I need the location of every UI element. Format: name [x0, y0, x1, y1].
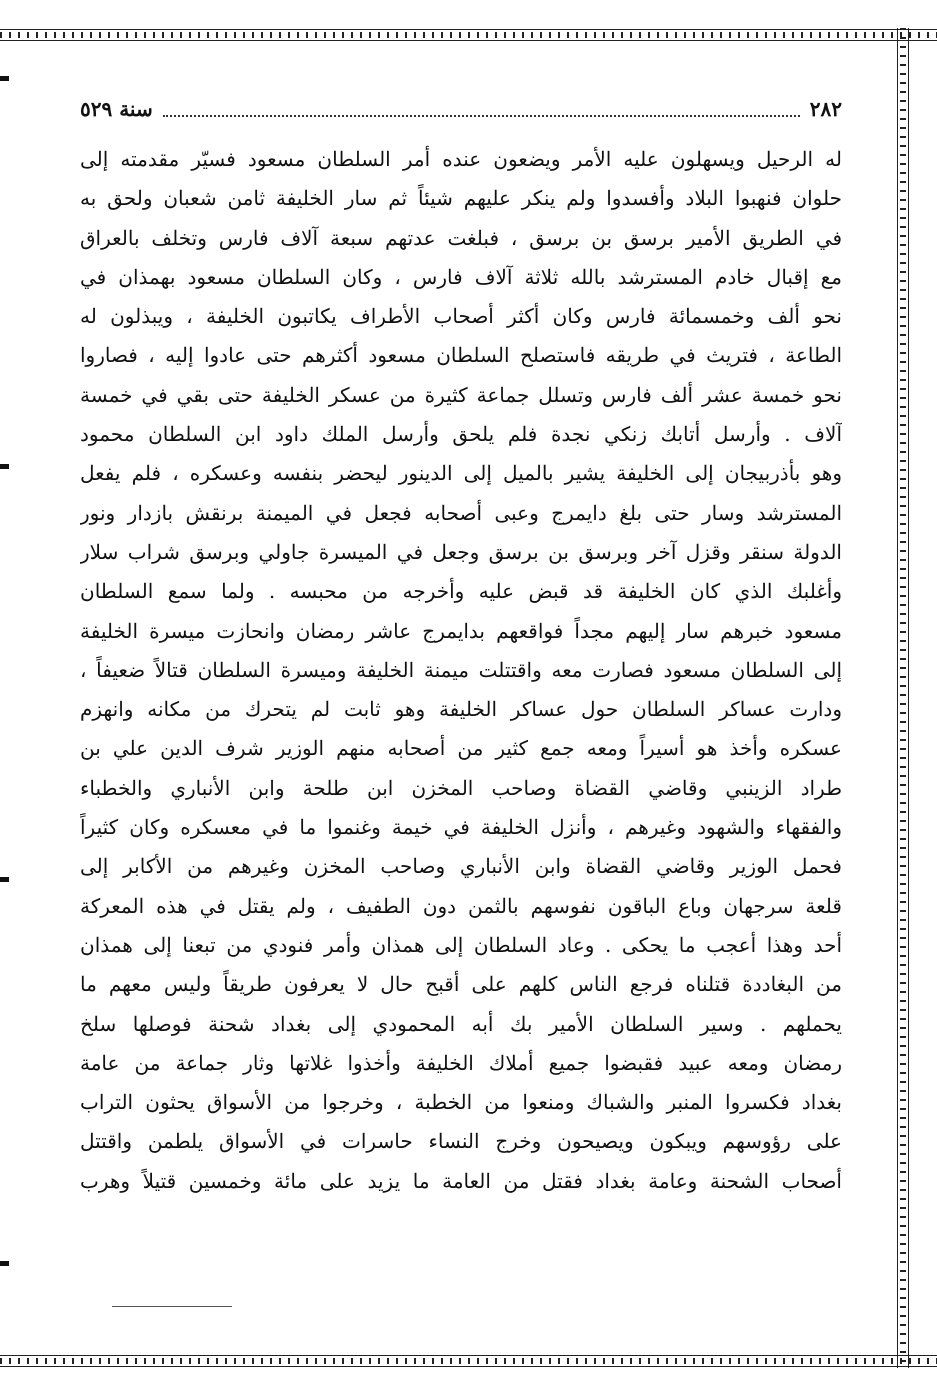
bottom-ornamental-border	[0, 1354, 937, 1368]
text-line: من البغاددة قتلناه فرجع الناس كلهم على أقبح حال لا يعرفون طريقاً وليس معهم ما	[80, 972, 842, 997]
text-line: عسكره وأخذ هو أسيراً ومعه جمع كثير من أصحابه منهم الوزير شرف الدين علي بن	[80, 736, 842, 761]
text-line: مسعود خبرهم سار إليهم مجداً فواقعهم بدايمرج عاشر رمضان وانحازت ميسرة الخليفة	[80, 618, 842, 643]
right-ornamental-border	[896, 28, 910, 1368]
text-line: بغداد فكسروا المنبر والشباك ومنعوا من الخطبة ، وخرجوا من الأسواق يحثون التراب	[80, 1090, 842, 1115]
text-line: فحمل الوزير وقاضي القضاة وابن الأنباري وصاحب المخزن وغيرهم من الأكابر إلى	[80, 854, 842, 879]
text-line: طراد الزينبي وقاضي القضاة وصاحب المخزن ابن طلحة وابن الأنباري والخطباء	[80, 775, 842, 800]
text-line: أحد وهذا أعجب ما يحكى . وعاد السلطان إلى همذان وأمر فنودي من تبعنا إلى همذان	[80, 932, 842, 957]
text-line: نحو خمسة عشر ألف فارس وتسلل جماعة كثيرة من عسكر الخليفة حتى بقي في خمسة	[80, 382, 842, 407]
margin-mark	[0, 464, 9, 469]
text-line: الدولة سنقر وقزل آخر وبرسق بن برسق وجعل في الميسرة جاولي وبرسق شراب سلار	[80, 539, 842, 564]
page-number: ٢٨٢	[809, 97, 842, 121]
top-ornamental-border	[0, 28, 937, 42]
margin-mark	[0, 76, 9, 81]
text-line: يحملهم . وسير السلطان الأمير بك أبه المحمودي إلى بغداد شحنة فوصلها سلخ	[80, 1011, 842, 1036]
text-line: على رؤوسهم ويبكون ويصيحون وخرج النساء حاسرات في الأسواق يلطمن واقتتل	[80, 1129, 842, 1154]
text-line: أصحاب الشحنة وعامة بغداد فقتل من العامة ما يزيد على مائة وخمسين قتيلاً وهرب	[80, 1168, 842, 1193]
margin-mark	[0, 1261, 9, 1266]
text-line: الطاعة ، فتريث في طريقه فاستصلح السلطان مسعود أكثرهم حتى عادوا إليه ، فصاروا	[80, 343, 842, 368]
body-text	[80, 140, 842, 1201]
text-line: له الرحيل ويسهلون عليه الأمر ويضعون عنده أمر السلطان مسعود فسيّر مقدمته إلى	[80, 147, 842, 171]
text-line: وهو بأذربيجان إلى الخليفة يشير بالميل إلى الدينور ليحضر بنفسه وعسكره ، فلم يفعل	[80, 461, 842, 486]
text-line: والفقهاء والشهود وغيرهم ، وأنزل الخليفة في خيمة وغنموا ما في معسكره وكان كثيراً	[80, 815, 842, 840]
text-line: قلعة سرجهان وباع الباقون نفوسهم بالثمن دون الطفيف ، ولم يقتل في هذه المعركة	[80, 893, 842, 918]
margin-mark	[0, 877, 9, 882]
text-line: وأغلبك الذي كان الخليفة قد قبض عليه وأخرجه من محبسه . ولما سمع السلطان	[80, 579, 842, 604]
text-line: إلى السلطان مسعود فصارت معه واقتتلت ميمنة الخليفة وميسرة السلطان قتالاً ضعيفاً ،	[80, 657, 842, 682]
footnote-rule	[112, 1306, 232, 1307]
text-line: آلاف . وأرسل أتابك زنكي نجدة فلم يلحق وأرسل الملك داود ابن السلطان محمود	[80, 422, 842, 447]
page-header	[80, 93, 842, 125]
text-line: رمضان ومعه عبيد فقبضوا جميع أملاك الخليفة وأخذوا غلاتها وثار جماعة من عامة	[80, 1050, 842, 1075]
year-label: سنة ٥٢٩	[80, 97, 153, 121]
text-line: نحو ألف وخمسمائة فارس وكان أكثر أصحاب الأطراف يكاتبون الخليفة ، ويبذلون له	[80, 304, 842, 329]
text-line: ودارت عساكر السلطان حول عساكر الخليفة وهو ثابت لم يتحرك من مكانه وانهزم	[80, 697, 842, 722]
text-line: المسترشد وسار حتى بلغ دايمرج وعبى أصحابه فجعل في الميمنة برنقش بازدار ونور	[80, 500, 842, 525]
text-line: في الطريق الأمير برسق بن برسق ، فبلغت عدتهم سبعة آلاف فارس وتخلف بالعراق	[80, 225, 842, 250]
header-dotted-leader	[163, 101, 800, 117]
text-line: حلوان فنهبوا البلاد وأفسدوا ولم ينكر عليهم شيئاً ثم سار الخليفة ثامن شعبان ولحق به	[80, 186, 842, 211]
text-line: مع إقبال خادم المسترشد بالله ثلاثة آلاف فارس ، وكان السلطان مسعود بهمذان في	[80, 264, 842, 289]
